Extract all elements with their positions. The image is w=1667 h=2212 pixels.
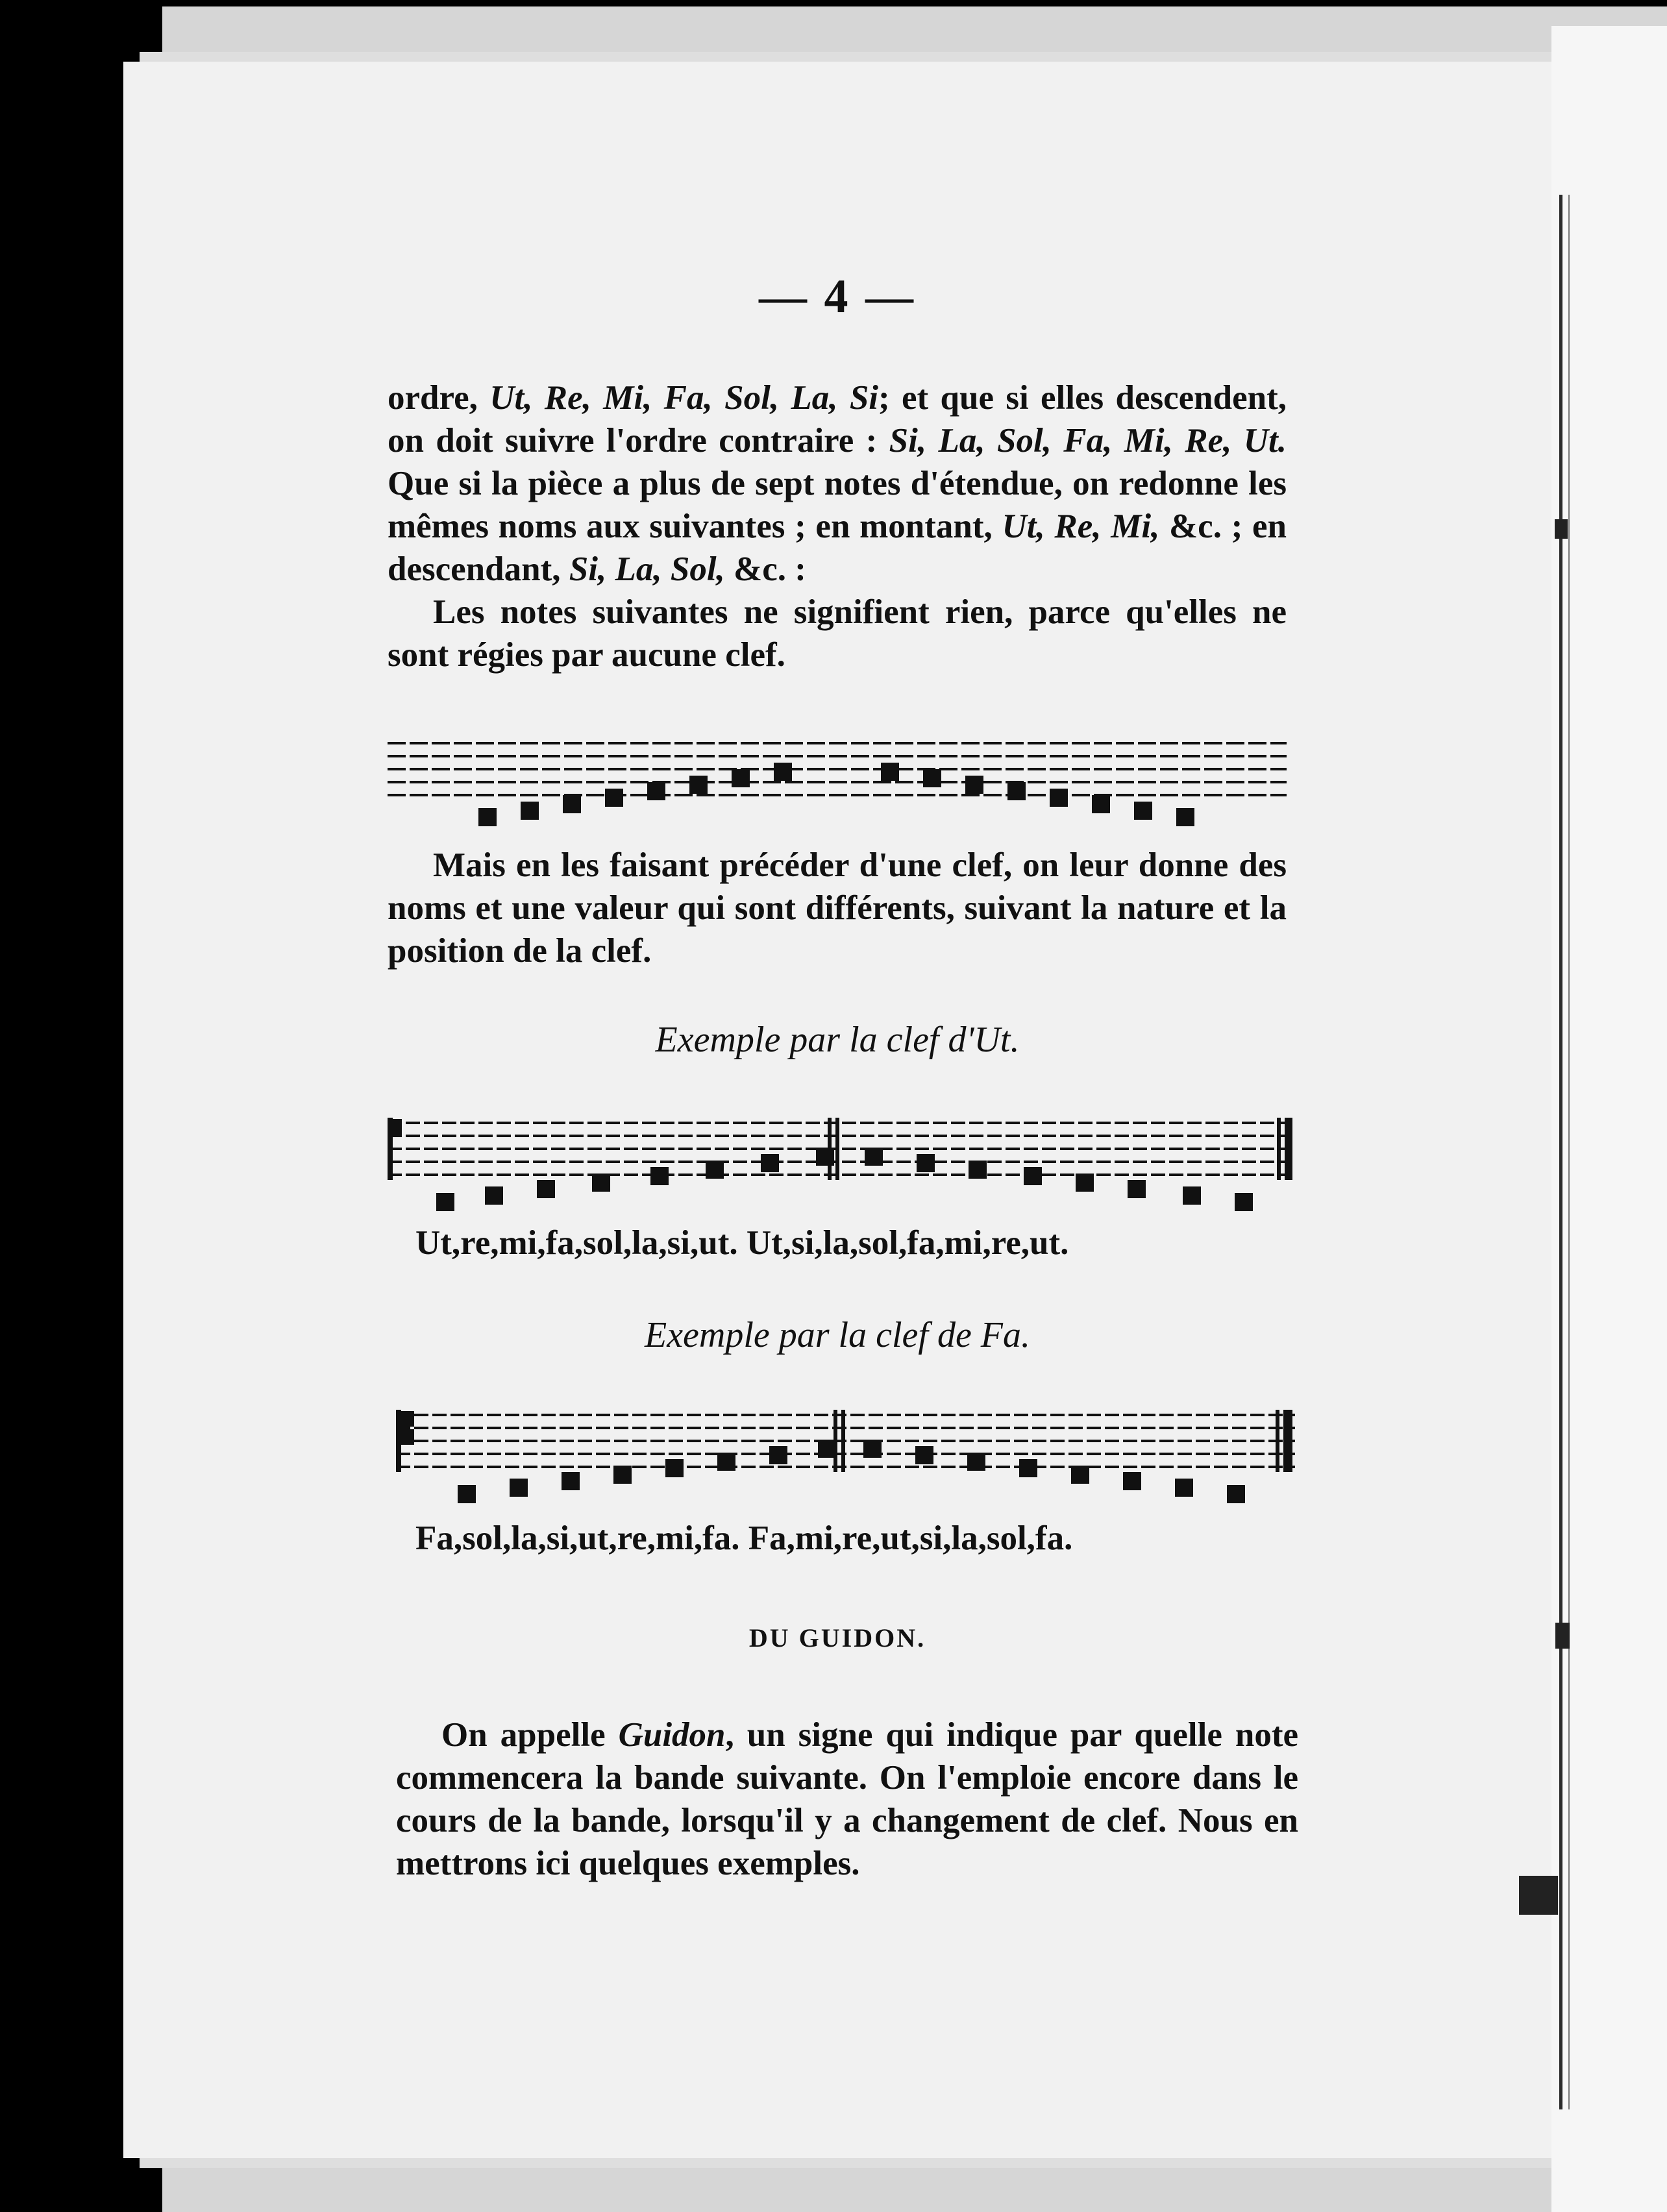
note-head: [967, 1453, 985, 1471]
note-head: [1076, 1174, 1094, 1192]
page-number: — 4 —: [759, 270, 916, 323]
text-run: Que si la pièce a plus de sept notes d'étendue, on redonne les mêmes noms aux suivantes ; en montant,: [388, 465, 1287, 545]
paragraph-1: [388, 376, 1287, 676]
note-head: [1235, 1193, 1253, 1211]
note-head: [563, 795, 581, 813]
italic-run: Ut, Re, Mi,: [1002, 508, 1160, 545]
note-head: [650, 1167, 669, 1185]
text-run: ordre,: [388, 379, 490, 417]
note-head: [647, 782, 665, 800]
example-label-fa: Exemple par la clef de Fa.: [644, 1315, 1030, 1355]
note-head: [717, 1453, 735, 1471]
note-head: [605, 789, 623, 807]
note-head: [458, 1485, 476, 1503]
note-head: [1123, 1472, 1141, 1490]
note-head: [863, 1440, 882, 1458]
note-head: [761, 1154, 779, 1172]
note-head: [613, 1466, 632, 1484]
section-heading: DU GUIDON.: [748, 1623, 926, 1653]
note-head: [769, 1446, 787, 1464]
note-head: [537, 1180, 555, 1198]
text-run: ; et que si elles descendent, on doit suivre l'ordre contraire :: [388, 379, 1287, 460]
note-head: [818, 1440, 836, 1458]
text-run: On appelle: [441, 1716, 619, 1754]
note-head: [965, 776, 983, 794]
note-head: [915, 1446, 933, 1464]
note-head: [436, 1193, 454, 1211]
text-run: &c. :: [724, 550, 806, 588]
note-head: [969, 1161, 987, 1179]
italic-run: Si, La, Sol,: [569, 550, 725, 588]
binding-mark: [1555, 519, 1568, 539]
note-head: [1134, 802, 1152, 820]
note-head: [485, 1186, 503, 1205]
note-head: [706, 1161, 724, 1179]
note-head: [592, 1174, 610, 1192]
staff-clef-ut: [388, 1110, 1293, 1214]
note-head: [1092, 795, 1110, 813]
note-head: [774, 763, 792, 781]
italic-run: Si, La, Sol, Fa, Mi, Re, Ut.: [889, 422, 1287, 460]
binding-mark: [1519, 1876, 1558, 1915]
example-label-ut: Exemple par la clef d'Ut.: [655, 1020, 1020, 1060]
text-run: , un signe qui indique par quelle note commencera la bande suivante. On l'emploie encore dans le cours de la bande, lorsqu'il y a changement de clef. Nous en mettrons ici quelques exemples.: [396, 1716, 1298, 1882]
note-head: [917, 1154, 935, 1172]
syllables-fa: Fa,sol,la,si,ut,re,mi,fa. Fa,mi,re,ut,si,la,sol,fa.: [415, 1519, 1073, 1557]
note-head: [1176, 808, 1194, 826]
paragraph-2: Mais en les faisant précéder d'une clef, on leur donne des noms et une valeur qui sont différents, suivant la nature et la position de la clef.: [388, 846, 1287, 970]
note-head: [1227, 1485, 1245, 1503]
binding-mark: [1555, 1623, 1570, 1649]
text-run: Les notes suivantes ne signifient rien, parce qu'elles ne sont régies par aucune clef.: [388, 593, 1287, 674]
note-head: [478, 808, 497, 826]
staff-no-clef: [388, 737, 1287, 828]
binding-line-thin: [1568, 195, 1570, 2109]
note-head: [1175, 1479, 1193, 1497]
note-head: [1050, 789, 1068, 807]
note-head: [1128, 1180, 1146, 1198]
note-head: [1019, 1459, 1037, 1477]
note-head: [816, 1148, 834, 1166]
staff-clef-fa: [396, 1402, 1295, 1506]
text-run: &c. ; en descendant,: [388, 508, 1287, 588]
note-head: [923, 769, 941, 787]
note-head: [521, 802, 539, 820]
note-head: [665, 1459, 684, 1477]
syllables-ut: Ut,re,mi,fa,sol,la,si,ut. Ut,si,la,sol,fa,mi,re,ut.: [415, 1224, 1069, 1262]
italic-run: Guidon: [618, 1716, 726, 1754]
binding-line: [1559, 195, 1562, 2109]
note-head: [1183, 1186, 1201, 1205]
note-head: [732, 769, 750, 787]
note-head: [562, 1472, 580, 1490]
note-head: [689, 776, 708, 794]
note-head: [865, 1148, 883, 1166]
note-head: [881, 763, 899, 781]
italic-run: Ut, Re, Mi, Fa, Sol, La, Si: [489, 379, 879, 417]
note-head: [1071, 1466, 1089, 1484]
note-head: [510, 1479, 528, 1497]
paragraph-3: [396, 1714, 1298, 1885]
note-head: [1007, 782, 1026, 800]
note-head: [1024, 1167, 1042, 1185]
